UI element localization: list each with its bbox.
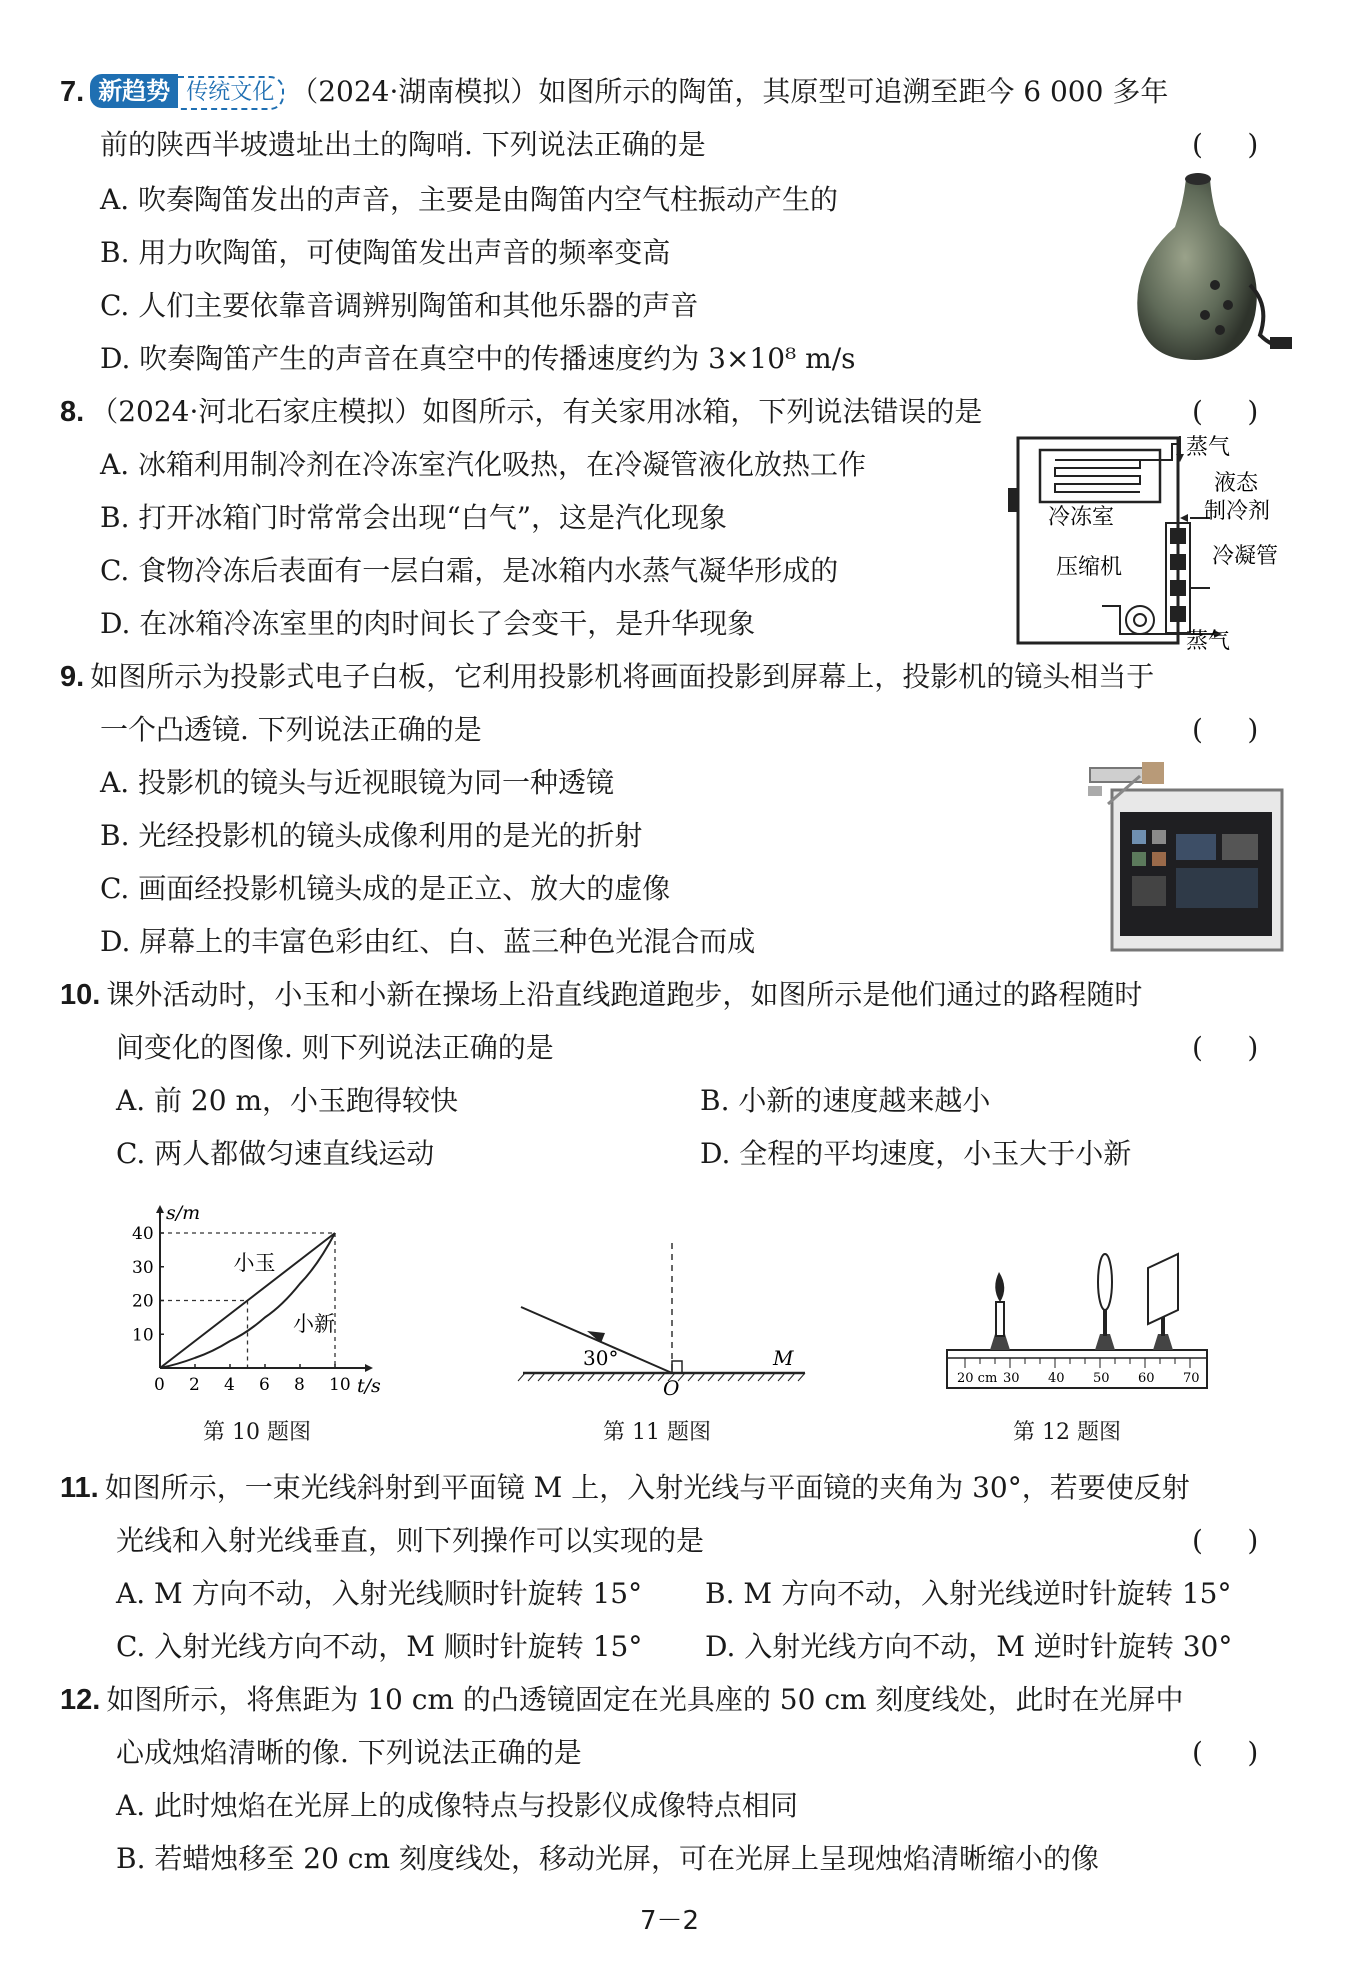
- q10-stem-line2: 间变化的图像. 则下列说法正确的是: [116, 1031, 554, 1064]
- fig10-x-tick-2: 2: [189, 1375, 200, 1395]
- q8-option-b: B. 打开冰箱门时常常会出现“白气”，这是汽化现象: [100, 501, 728, 534]
- q12-stem-line2: 心成烛焰清晰的像. 下列说法正确的是: [116, 1736, 582, 1769]
- ocarina-image: [1120, 165, 1300, 365]
- fig10-y-tick-20: 20: [132, 1291, 154, 1312]
- fridge-label-steam-top: 蒸气: [1186, 435, 1231, 460]
- q9-number: 9.: [60, 661, 85, 693]
- q11-answer-paren: ( ): [1192, 1524, 1259, 1557]
- q10-option-b: B. 小新的速度越来越小: [700, 1084, 991, 1117]
- q7-option-c: C. 人们主要依靠音调辨别陶笛和其他乐器的声音: [100, 289, 699, 322]
- fig10-series-label-xiaoxin: 小新: [293, 1311, 335, 1336]
- fig10-st-chart: [120, 1200, 420, 1405]
- q9-option-a: A. 投影机的镜头与近视眼镜为同一种透镜: [100, 766, 615, 799]
- q10-stem-text1: 课外活动时，小玉和小新在操场上沿直线跑道跑步，如图所示是他们通过的路程随时: [106, 978, 1143, 1011]
- q8-number: 8.: [60, 396, 85, 428]
- q7-number: 7.: [60, 76, 85, 108]
- q9-stem-line2: 一个凸透镜. 下列说法正确的是: [100, 713, 482, 746]
- q7-option-a: A. 吹奏陶笛发出的声音，主要是由陶笛内空气柱振动产生的: [100, 183, 839, 216]
- q7-stem-text1: （2024·湖南模拟）如图所示的陶笛，其原型可追溯至距今 6 000 多年: [290, 75, 1169, 108]
- fig10-x-tick-6: 6: [259, 1375, 270, 1395]
- q7-option-b: B. 用力吹陶笛，可使陶笛发出声音的频率变高: [100, 236, 671, 269]
- q10-answer-paren: ( ): [1192, 1031, 1259, 1064]
- projector-whiteboard-image: [1080, 760, 1290, 960]
- fig11-caption: 第 11 题图: [603, 1420, 711, 1445]
- q11-option-a: A. M 方向不动，入射光线顺时针旋转 15°: [116, 1577, 643, 1610]
- fig10-x-tick-8: 8: [294, 1375, 305, 1395]
- q8-stem-text1: （2024·河北石家庄模拟）如图所示，有关家用冰箱，下列说法错误的是: [90, 395, 983, 428]
- fig12-caption: 第 12 题图: [1013, 1420, 1121, 1445]
- q9-option-c: C. 画面经投影机镜头成的是正立、放大的虚像: [100, 872, 671, 905]
- fridge-label-steam-bottom: 蒸气: [1186, 629, 1231, 653]
- q10-number: 10.: [60, 979, 101, 1011]
- q12-stem-line1: [60, 1680, 1183, 1720]
- q12-option-b: B. 若蜡烛移至 20 cm 刻度线处，移动光屏，可在光屏上呈现烛焰清晰缩小的像: [116, 1842, 1099, 1875]
- fig10-caption: 第 10 题图: [203, 1420, 311, 1445]
- q9-stem-text1: 如图所示为投影式电子白板，它利用投影机将画面投影到屏幕上，投影机的镜头相当于: [90, 660, 1155, 693]
- fig10-y-axis-label: s/m: [166, 1202, 201, 1224]
- q12-stem-text1: 如图所示，将焦距为 10 cm 的凸透镜固定在光具座的 50 cm 刻度线处，此时在光屏中: [106, 1683, 1184, 1716]
- fig10-y-tick-10: 10: [132, 1325, 154, 1346]
- q8-option-a: A. 冰箱利用制冷剂在冷冻室汽化吸热，在冷凝管液化放热工作: [100, 448, 867, 481]
- q11-stem-line1: [60, 1468, 1190, 1508]
- fig10-x-tick-4: 4: [224, 1375, 235, 1395]
- fridge-label-liquid1: 液态: [1214, 471, 1259, 496]
- fig11-point-o: O: [663, 1376, 680, 1400]
- fig10-x-axis-label: t/s: [357, 1375, 381, 1397]
- fig10-series-label-xiaoyu: 小玉: [233, 1251, 276, 1276]
- q7-option-d: D. 吹奏陶笛产生的声音在真空中的传播速度约为 3×10⁸ m/s: [100, 342, 856, 375]
- q9-option-b: B. 光经投影机的镜头成像利用的是光的折射: [100, 819, 643, 852]
- q9-stem-line1: [60, 657, 1154, 697]
- q12-option-a: A. 此时烛焰在光屏上的成像特点与投影仪成像特点相同: [116, 1789, 799, 1822]
- fridge-label-compressor: 压缩机: [1056, 555, 1123, 580]
- q8-stem-line1: [60, 392, 982, 432]
- fig12-ruler-label-50: 50: [1093, 1371, 1110, 1386]
- fig10-x-axis-arrow: [365, 1364, 373, 1372]
- q9-answer-paren: ( ): [1192, 713, 1259, 746]
- q9-option-d: D. 屏幕上的丰富色彩由红、白、蓝三种色光混合而成: [100, 925, 756, 958]
- q11-stem-line2: 光线和入射光线垂直，则下列操作可以实现的是: [116, 1524, 705, 1557]
- fig12-ruler-label-40: 40: [1048, 1371, 1065, 1386]
- fridge-label-condenser: 冷凝管: [1212, 544, 1279, 569]
- q7-stem-line2: 前的陕西半坡遗址出土的陶哨. 下列说法正确的是: [100, 128, 706, 161]
- q8-option-d: D. 在冰箱冷冻室里的肉时间长了会变干，是升华现象: [100, 607, 756, 640]
- q8-answer-paren: ( ): [1192, 395, 1259, 428]
- q10-stem-line1: [60, 975, 1142, 1015]
- fig12-optical-bench: [935, 1250, 1215, 1400]
- fig12-ruler-label-60: 60: [1138, 1371, 1155, 1386]
- fig11-mirror-diagram: [515, 1235, 815, 1405]
- fig12-ruler-label-30: 30: [1003, 1371, 1020, 1386]
- q8-option-c: C. 食物冷冻后表面有一层白霜，是冰箱内水蒸气凝华形成的: [100, 554, 839, 587]
- q11-option-d: D. 入射光线方向不动，M 逆时针旋转 30°: [705, 1630, 1233, 1663]
- q12-number: 12.: [60, 1684, 101, 1716]
- fridge-label-liquid2: 制冷剂: [1204, 499, 1271, 524]
- fig12-ruler-label-20: 20 cm: [957, 1371, 998, 1386]
- fig10-y-tick-40: 40: [132, 1224, 154, 1244]
- q10-option-c: C. 两人都做匀速直线运动: [116, 1137, 435, 1170]
- q10-option-a: A. 前 20 m，小玉跑得较快: [116, 1084, 459, 1117]
- q10-option-d: D. 全程的平均速度，小玉大于小新: [700, 1137, 1132, 1170]
- q11-option-c: C. 入射光线方向不动，M 顺时针旋转 15°: [116, 1630, 643, 1663]
- q7-culture-tag: 传统文化: [178, 76, 284, 110]
- fig11-angle-label: 30°: [583, 1346, 619, 1370]
- fig10-x-tick-0: 0: [154, 1375, 165, 1395]
- q11-stem-text1: 如图所示，一束光线斜射到平面镜 M 上，入射光线与平面镜的夹角为 30°，若要使反射: [104, 1471, 1190, 1504]
- fig10-ticks: [132, 1224, 351, 1395]
- q12-answer-paren: ( ): [1192, 1736, 1259, 1769]
- fig12-ruler-label-70: 70: [1183, 1371, 1200, 1386]
- q7-trend-badge: 新趋势: [90, 74, 178, 108]
- q7-stem-line1: [60, 72, 1168, 112]
- q11-number: 11.: [60, 1472, 99, 1504]
- fig10-y-axis-arrow: [156, 1205, 164, 1213]
- fig11-mirror-label: M: [773, 1346, 794, 1370]
- q7-answer-paren: ( ): [1192, 128, 1259, 161]
- fridge-diagram: [1000, 428, 1300, 653]
- fig10-y-tick-30: 30: [132, 1257, 154, 1278]
- fridge-label-freezer: 冷冻室: [1048, 505, 1115, 530]
- fig10-x-tick-10: 10: [329, 1375, 351, 1395]
- q11-option-b: B. M 方向不动，入射光线逆时针旋转 15°: [705, 1577, 1232, 1610]
- page-number: 7－2: [640, 1906, 700, 1936]
